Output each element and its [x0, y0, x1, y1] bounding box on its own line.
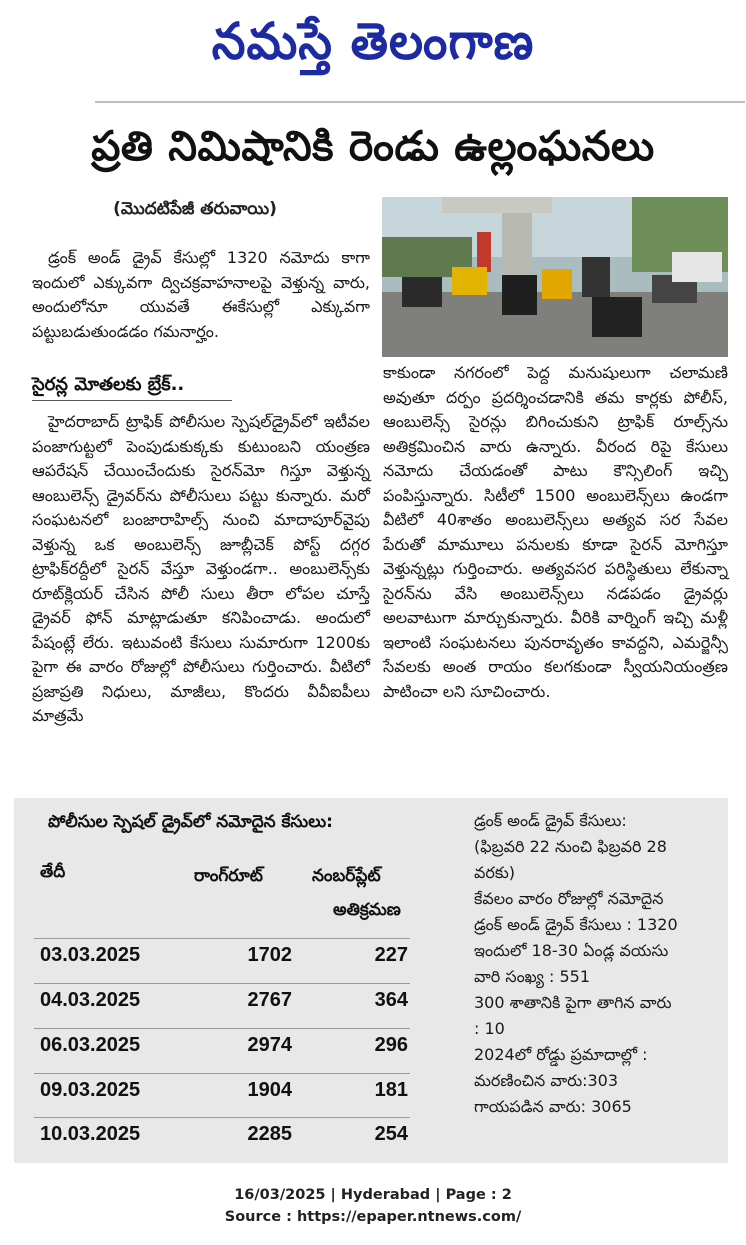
headline-text: ప్రతి నిమిషానికి రెండు ఉల్లంఘనలు	[91, 121, 655, 170]
headline	[0, 113, 746, 188]
stats-line: మరణించిన వారు:303	[474, 1071, 619, 1090]
masthead-title: నమస్తే తెలంగాణ	[211, 11, 535, 71]
row-wrong-route: 1904	[247, 1079, 292, 1101]
row-date: 10.03.2025	[40, 1123, 141, 1145]
body-left-column	[32, 410, 370, 729]
stats-line: కేవలం వారం రోజుల్లో నమోదైన	[474, 889, 664, 908]
stats-line: డ్రంక్ అండ్ డ్రైవ్ కేసులు : 1320	[474, 915, 678, 934]
masthead-rule	[95, 101, 745, 103]
row-number-plate: 364	[374, 989, 408, 1011]
col-header-date: తేదీ	[40, 862, 66, 882]
row-number-plate: 296	[374, 1034, 408, 1056]
stats-line: డ్రంక్ అండ్ డ్రైవ్ కేసులు:	[474, 811, 627, 830]
body-right-text: కాకుండా నగరంలో పెద్ద మనుషులుగా చలామణి అవుతూ దర్పం ప్రదర్శించడానికి తమ కార్లకు పోలీస్, ఆంబులెన్స్ సైరన్లు బిగించుకుని ట్రాఫిక్ రూల్స్‌ను అతిక్రమించిన వారు ఉన్నారు. వీరంద రిపై కేసులు నమోదు చేయడంతో పాటు కౌన్సిలింగ్ ఇచ్చి పంపిస్తున్నారు. సిటీలో 1500 అంబులెన్స్‌లు ఉండగా వీటిలో 40శాతం అంబులెన్స్‌లు అత్యవ సర సేవల పేరుతో మామూలు పనులకు కూడా సైరన్ మోగిస్తూ వెళ్తున్నట్లు గుర్తించారు. అత్యవసర పరిస్థితులు లేకున్నా సైరన్‌ను వేసి అంబులెన్స్‌లు నడపడం డ్రైవర్లు అలవాటుగా మార్చుకున్నారు. వీరికి వార్నింగ్ ఇచ్చి మళ్లీ ఇలాంటి సంఘటనలు పునరావృతం కావద్దని, ఎమర్జెన్సీ సేవలకు అంత రాయం కలగకుండా స్వీయనియంత్రణ పాటించా లని సూచించారు.	[383, 363, 728, 701]
row-wrong-route: 2974	[247, 1034, 292, 1056]
table-row	[34, 1028, 410, 1063]
footer-source-link[interactable]: Source : https://epaper.ntnews.com/	[224, 1209, 522, 1225]
table-row	[34, 1117, 410, 1152]
col-header-wrong-route: రాంగ్‌రూట్	[194, 866, 263, 886]
row-number-plate: 181	[374, 1079, 408, 1101]
row-number-plate: 227	[374, 944, 408, 966]
stats-line: (ఫిబ్రవరి 22 నుంచి ఫిబ్రవరి 28	[474, 837, 667, 856]
table-row	[34, 1073, 410, 1108]
row-number-plate: 254	[374, 1123, 408, 1145]
row-date: 04.03.2025	[40, 989, 141, 1011]
footer	[0, 1184, 746, 1228]
stats-line: ఇందులో 18-30 ఏండ్ల వయసు	[474, 941, 669, 960]
stats-line: వరకు)	[474, 863, 515, 882]
table-row	[34, 983, 410, 1018]
stats-line: వారి సంఖ్య : 551	[474, 967, 591, 986]
intro-paragraph	[32, 246, 370, 344]
body-left-text: హైదరాబాద్ ట్రాఫిక్ పోలీసుల స్పెషల్‌డ్రైవ్‌లో ఇటీవల పంజాగుట్టలో పెంపుడుకుక్కకు కుటుంబని యంత్రణ ఆపరేషన్ చేయించేందుకు సైరన్‌మో గిస్తూ వెళ్తున్న ఆంబులెన్స్ డ్రైవర్‌ను పోలీసులు పట్టు కున్నారు. మరో సంఘటనలో బంజారాహిల్స్ నుంచి మాదాపూర్‌వైపు వెళ్తున్న ఒక అంబులెన్స్ జూబ్లీచెక్ పోస్ట్ దగ్గర ట్రాఫిక్‌రద్దీలో సైరన్ వేస్తూ వెళ్తుండగా.. అంబులెన్స్‌కు రూట్‌క్లియర్ చేసిన పోలీ సులు తీరా లోపల చూస్తే డ్రైవర్ ఫోన్ మాట్లాడుతూ కనిపించాడు. అందులో పేషంట్లే లేరు. ఇటువంటి కేసులు సుమారుగా 1200కు పైగా ఈ వారం రోజుల్లో పోలీసులు గుర్తించారు. వీటిలో ప్రజాప్రతి నిధులు, మాజీలు, కొందరు వీవీఐపీలు మాత్రమే	[32, 412, 370, 725]
row-wrong-route: 2285	[247, 1123, 292, 1145]
traffic-photo	[382, 197, 728, 357]
col-header-number-plate: నంబర్‌ప్లేట్	[312, 866, 381, 886]
row-wrong-route: 1702	[247, 944, 292, 966]
stats-line: : 10	[474, 1019, 505, 1038]
subheading: సైరన్ల మోతలకు బ్రేక్..	[32, 374, 232, 401]
intro-text: డ్రంక్ అండ్ డ్రైవ్ కేసుల్లో 1320 నమోదు కాగా ఇందులో ఎక్కువగా ద్విచక్రవాహనాలపై వెళ్తున్న వారు, అందులోనూ యువతే ఈకేసుల్లో ఎక్కువగా పట్టుబడుతుండడం గమనార్హం.	[32, 248, 370, 341]
traffic-photo-image	[382, 197, 728, 357]
footer-date-line: 16/03/2025 | Hyderabad | Page : 2	[234, 1187, 512, 1203]
row-date: 09.03.2025	[40, 1079, 141, 1101]
row-date: 06.03.2025	[40, 1034, 141, 1056]
body-right-column	[383, 361, 728, 704]
stats-line: గాయపడిన వారు: 3065	[474, 1097, 632, 1116]
table-title: పోలీసుల స్పెషల్ డ్రైవ్‌లో నమోదైన కేసులు:	[48, 812, 333, 832]
continuation-note: (మొదటిపేజీ తరువాయి)	[113, 199, 277, 219]
masthead	[0, 0, 746, 95]
table-row	[34, 938, 410, 973]
drunk-drive-stats	[474, 808, 714, 1120]
col-header-violation: అతిక్రమణ	[333, 900, 401, 920]
row-wrong-route: 2767	[247, 989, 292, 1011]
stats-line: 300 శాతానికి పైగా తాగిన వారు	[474, 993, 672, 1012]
row-date: 03.03.2025	[40, 944, 141, 966]
stats-line: 2024లో రోడ్డు ప్రమాదాల్లో :	[474, 1045, 648, 1064]
